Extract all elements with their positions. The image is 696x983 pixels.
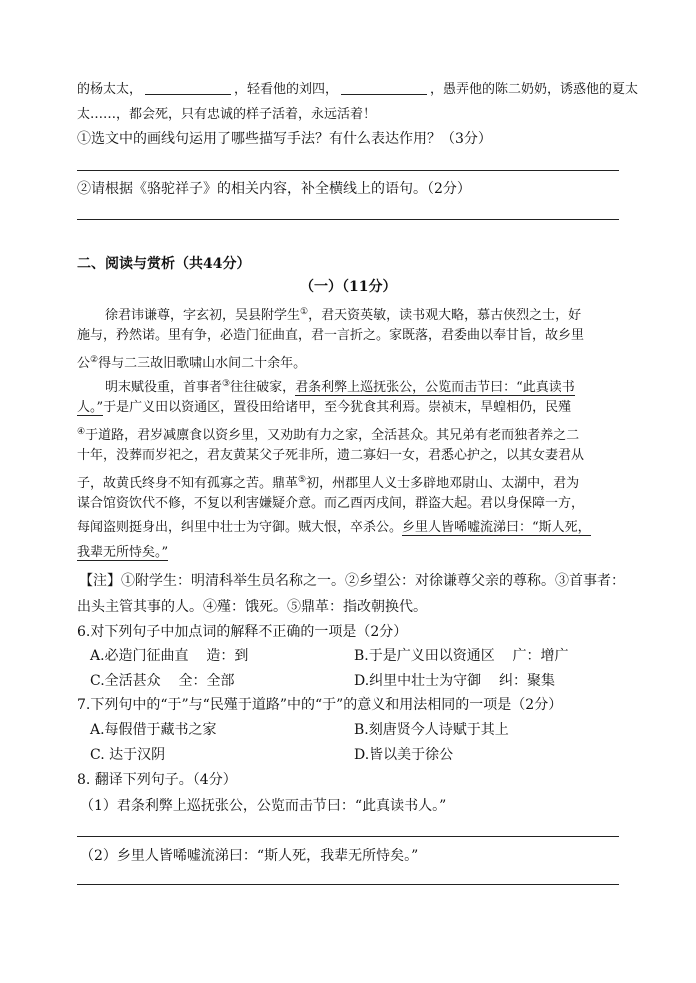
passage-line-5 (77, 398, 571, 418)
intro-text-a: 的杨太太， (77, 82, 143, 97)
question-1: ①选文中的画线句运用了哪些描写手法？有什么表达作用？（3分） (77, 131, 492, 147)
subsection-heading: （一）（11分） (300, 279, 397, 295)
passage-text: 徐君讳谦尊，字玄初，吴县附学生 (105, 308, 301, 323)
passage-text: 于是广义田以资通区，置役田给诸甲，至今犹食其利焉。崇祯末，旱蝗相仍，民殣 (103, 400, 572, 415)
answer-line-q8-2[interactable] (77, 884, 619, 885)
passage-line-7: 十年，没葬而岁祀之，君友黄某父子死非所，遗二寡妇一女，君悉心护之，以其女妻君从 (77, 448, 585, 463)
intro-line-2: 太……，都会死，只有忠诚的样子活着，永远活着！ (77, 107, 377, 122)
passage-text: 每闻盗则挺身出，纠里中壮士为守御。贼大恨，卒杀公。 (77, 520, 403, 535)
question-6: 6.对下列句子中加点词的解释不正确的一项是（2分） (77, 624, 408, 640)
intro-text-c: ，愚弄他的陈二奶奶，诱惑他的夏太 (430, 82, 639, 97)
passage-text: ，君天资英敏，读书观大略，慕古侠烈之士，好 (308, 308, 582, 323)
q6-option-c[interactable]: C.全活甚众 全：全部 (90, 673, 235, 689)
fill-blank-1[interactable] (145, 80, 231, 95)
passage-line-3 (77, 350, 306, 374)
passage-text: 于道路，君岁减廪食以资乡里，又劝助有力之家，全活甚众。其兄弟有老而独者养之二 (85, 428, 580, 443)
fill-blank-2[interactable] (341, 80, 427, 95)
q6-option-d[interactable]: D.纠里中壮士为守御 纠：聚集 (354, 673, 555, 689)
note-marker-5: ⑤ (298, 475, 307, 485)
answer-line-q8-1[interactable] (77, 836, 619, 837)
note-marker-4: ④ (77, 427, 86, 437)
passage-line-6 (77, 422, 579, 446)
passage-text: 得与二三故旧歌啸山水间二十余年。 (98, 356, 307, 371)
passage-text: 公 (77, 356, 91, 371)
notes-line-2: 出头主管其事的人。④殣：饿死。⑤鼎革：指改朝换代。 (77, 599, 427, 615)
q8-sentence-1: （1）君条利弊上巡抚张公，公览而击节曰：“此真读书人。” (80, 798, 447, 814)
answer-line-q2[interactable] (77, 219, 619, 220)
passage-line-1 (105, 302, 581, 326)
intro-line-1 (77, 80, 638, 100)
passage-line-4 (105, 374, 575, 398)
underlined-sentence-1-end: 人。” (77, 400, 104, 415)
q7-option-b[interactable]: B.刻唐贤今人诗赋于其上 (354, 722, 509, 738)
answer-line-q1[interactable] (77, 170, 619, 171)
note-marker-2: ② (90, 355, 99, 365)
notes-line-1: 【注】①附学生：明清科举生员名称之一。②乡望公：对徐谦尊父亲的尊称。③首事者： (79, 573, 625, 589)
underlined-sentence-2-end: 我辈无所恃矣。” (77, 545, 169, 560)
section-heading: 二、阅读与赏析（共44分） (77, 256, 251, 272)
passage-text: 往往破家， (230, 380, 296, 395)
passage-line-2: 施与，矜然诺。里有争，必造门征曲直，君一言折之。家既落，君委曲以奉甘旨，故乡里 (77, 328, 585, 343)
passage-text: 初，州郡里人义士多辟地邓尉山、太湖中，君为 (306, 476, 580, 491)
passage-line-10 (77, 518, 591, 538)
underlined-sentence-1: 君条利弊上巡抚张公，公览而击节曰：“此真读书 (295, 380, 575, 395)
question-2: ②请根据《骆驼祥子》的相关内容，补全横线上的语句。（2分） (77, 181, 471, 197)
intro-text-b: ，轻看他的刘四， (234, 82, 339, 97)
note-marker-3: ③ (222, 379, 231, 389)
underlined-sentence-2: 乡里人皆唏嘘流涕曰：“斯人死， (402, 520, 591, 535)
passage-line-11 (77, 543, 168, 563)
q7-option-c[interactable]: C. 达于汉阴 (90, 747, 166, 763)
question-7: 7.下列句中的“于”与“民殣于道路”中的“于”的意义和用法相同的一项是（2分） (77, 697, 563, 713)
passage-text: 明末赋役重，首事者 (105, 380, 223, 395)
note-marker-1: ① (300, 307, 309, 317)
q6-option-b[interactable]: B.于是广义田以资通区 广：增广 (354, 648, 569, 664)
q7-option-a[interactable]: A.每假借于藏书之家 (90, 722, 217, 738)
passage-line-9: 谋合馆资饮代不修，不复以利害嫌疑介意。而乙酉丙戌间，群盗大起。君以身保障一方， (77, 496, 585, 511)
q7-option-d[interactable]: D.皆以美于徐公 (354, 747, 454, 763)
q8-sentence-2: （2）乡里人皆唏嘘流涕曰：“斯人死，我辈无所恃矣。” (80, 848, 419, 864)
question-8: 8. 翻译下列句子。（4分） (77, 772, 237, 788)
q6-option-a[interactable]: A.必造门征曲直 造：到 (90, 648, 249, 664)
passage-line-8 (77, 470, 579, 494)
passage-text: 子，故黄氏终身不知有孤寡之苦。鼎革 (77, 476, 299, 491)
